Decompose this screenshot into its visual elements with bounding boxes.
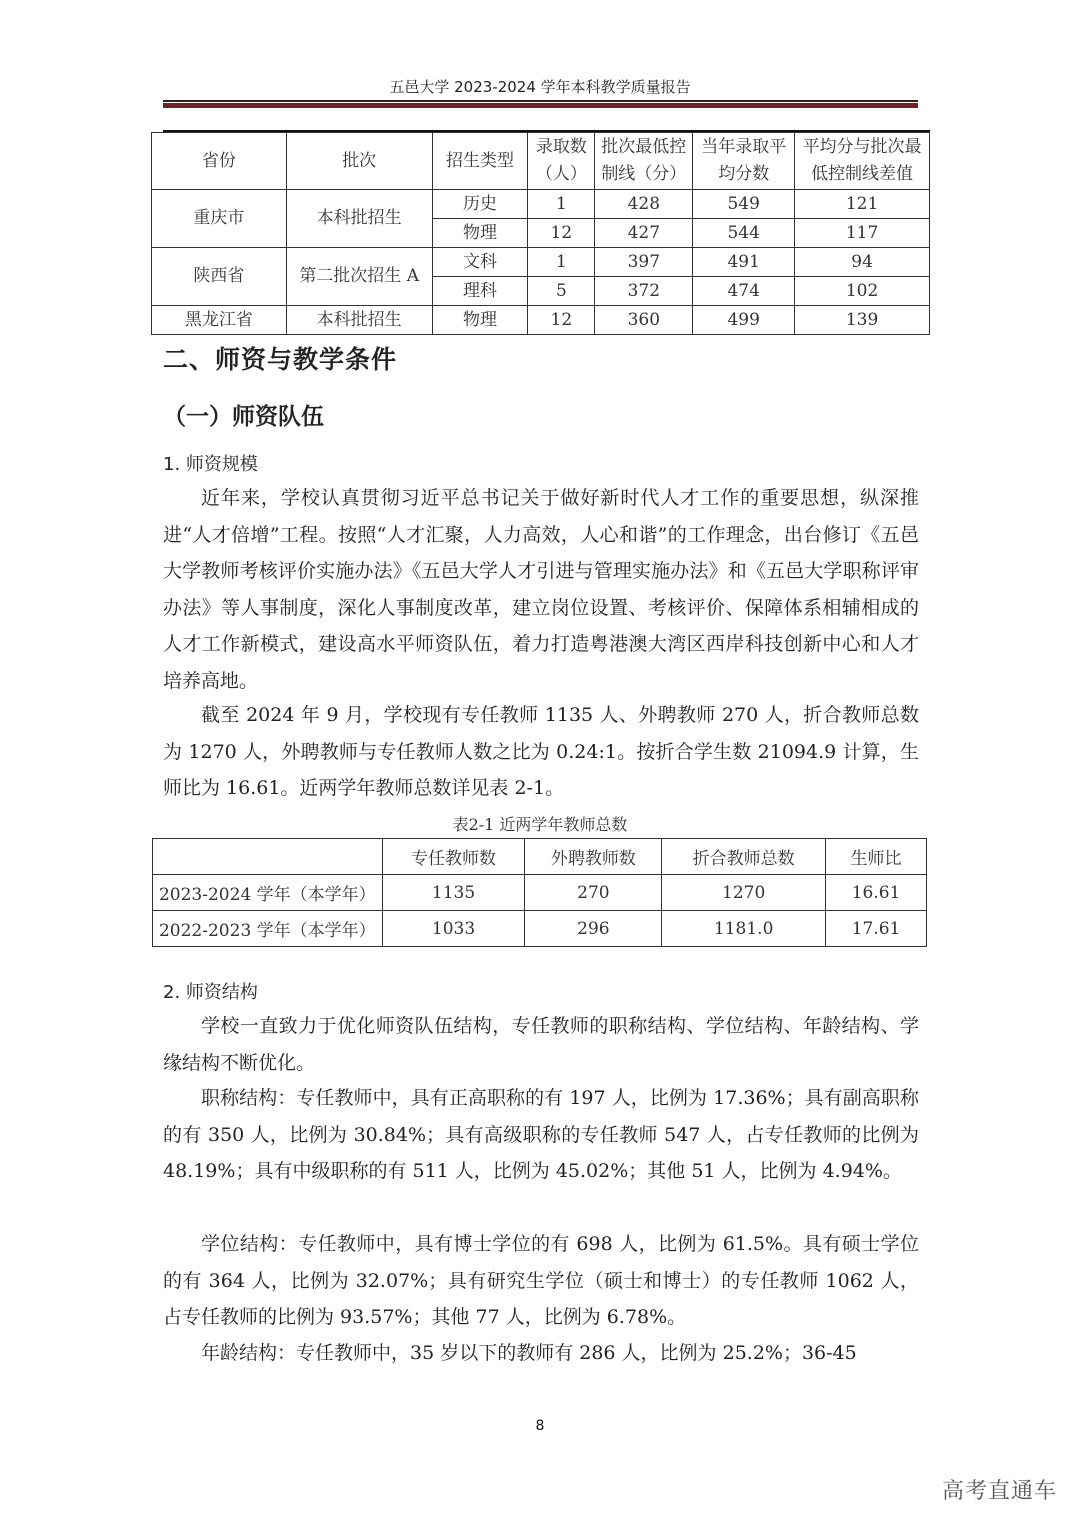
subsection-heading: （一）师资队伍 — [163, 404, 324, 430]
section-heading: 二、师资与教学条件 — [163, 345, 398, 374]
count-cell: 12 — [528, 219, 595, 248]
diff-cell: 102 — [795, 277, 930, 306]
table-caption: 表2-1 近两学年教师总数 — [452, 815, 628, 834]
ratio-cell: 16.61 — [826, 875, 927, 911]
min-line-cell: 372 — [595, 277, 693, 306]
column-header-fulltime: 专任教师数 — [382, 839, 525, 875]
column-header-converted-total: 折合教师总数 — [662, 839, 826, 875]
table-row — [153, 911, 927, 947]
avg-cell: 544 — [693, 219, 795, 248]
table-header-row — [152, 133, 930, 190]
province-cell: 陕西省 — [152, 248, 287, 306]
fulltime-cell: 1033 — [382, 911, 525, 947]
paragraph-talent-policy: 近年来，学校认真贯彻习近平总书记关于做好新时代人才工作的重要思想，纵深推进“人才倍增”工程。按照“人才汇聚，人力高效，人心和谐”的工作理念，出台修订《五邑大学教师考核评价实施办法》《五邑大学人才引进与管理实施办法》和《五邑大学职称评审办法》等人事制度，深化人事制度改革，建立岗位设置、考核评价、保障体系相辅相成的人才工作新模式，建设高水平师资队伍，着力打造粤港澳大湾区西岸科技创新中心和人才培养高地。 — [163, 487, 919, 692]
column-header-min-line: 批次最低控 制线（分） — [595, 133, 693, 190]
avg-cell: 474 — [693, 277, 795, 306]
column-header-province: 省份 — [152, 133, 287, 190]
type-cell: 理科 — [432, 277, 528, 306]
column-header-external: 外聘教师数 — [525, 839, 662, 875]
page-number: 8 — [535, 1418, 545, 1434]
table-row — [152, 190, 930, 219]
column-header-count: 录取数 （人） — [528, 133, 595, 190]
paragraph-degree-structure: 学位结构：专任教师中，具有博士学位的有 698 人，比例为 61.5%。具有硕士学位的有 364 人，比例为 32.07%；具有研究生学位（硕士和博士）的专任教师 1062 人，占专任教师的比例为 93.57%；其他 77 人，比例为 6.78%。 — [163, 1233, 919, 1328]
province-cell: 黑龙江省 — [152, 306, 287, 335]
column-header-type: 招生类型 — [432, 133, 528, 190]
type-cell: 文科 — [432, 248, 528, 277]
paragraph-structure-intro: 学校一直致力于优化师资队伍结构，专任教师的职称结构、学位结构、年龄结构、学缘结构不断优化。 — [163, 1015, 919, 1074]
batch-cell: 第二批次招生 A — [286, 248, 432, 306]
min-line-cell: 427 — [595, 219, 693, 248]
column-header-ratio: 生师比 — [826, 839, 927, 875]
table-row — [152, 306, 930, 335]
type-cell: 物理 — [432, 306, 528, 335]
paragraph-age-structure: 年龄结构：专任教师中，35 岁以下的教师有 286 人，比例为 25.2%；36-45 — [201, 1342, 857, 1364]
sub-heading-faculty-structure: 2. 师资结构 — [163, 982, 258, 1003]
year-cell: 2023-2024 学年（本学年） — [153, 875, 383, 911]
min-line-cell: 428 — [595, 190, 693, 219]
external-cell: 296 — [525, 911, 662, 947]
diff-cell: 117 — [795, 219, 930, 248]
count-cell: 5 — [528, 277, 595, 306]
table-header-row — [153, 839, 927, 875]
type-cell: 历史 — [432, 190, 528, 219]
paragraph-title-structure: 职称结构：专任教师中，具有正高职称的有 197 人，比例为 17.36%；具有副高职称的有 350 人，比例为 30.84%；具有高级职称的专任教师 547 人，占专任教师的比例为 48.19%；具有中级职称的有 511 人，比例为 45.02%；其他 51 人，比例为 4.94%。 — [163, 1087, 919, 1182]
min-line-cell: 397 — [595, 248, 693, 277]
batch-cell: 本科批招生 — [286, 306, 432, 335]
table-row — [152, 248, 930, 277]
column-header-batch: 批次 — [286, 133, 432, 190]
sub-heading-faculty-scale: 1. 师资规模 — [163, 454, 258, 475]
teacher-total-table — [152, 838, 927, 947]
converted-total-cell: 1181.0 — [662, 911, 826, 947]
avg-cell: 499 — [693, 306, 795, 335]
admission-table — [151, 132, 930, 335]
column-header-blank — [153, 839, 383, 875]
external-cell: 270 — [525, 875, 662, 911]
converted-total-cell: 1270 — [662, 875, 826, 911]
count-cell: 12 — [528, 306, 595, 335]
ratio-cell: 17.61 — [826, 911, 927, 947]
watermark: 高考直通车 — [942, 1479, 1058, 1504]
page-header-title: 五邑大学 2023-2024 学年本科教学质量报告 — [389, 78, 691, 96]
type-cell: 物理 — [432, 219, 528, 248]
province-cell: 重庆市 — [152, 190, 287, 248]
column-header-avg: 当年录取平 均分数 — [693, 133, 795, 190]
count-cell: 1 — [528, 248, 595, 277]
diff-cell: 94 — [795, 248, 930, 277]
avg-cell: 549 — [693, 190, 795, 219]
min-line-cell: 360 — [595, 306, 693, 335]
diff-cell: 139 — [795, 306, 930, 335]
avg-cell: 491 — [693, 248, 795, 277]
table-row — [153, 875, 927, 911]
diff-cell: 121 — [795, 190, 930, 219]
year-cell: 2022-2023 学年（本学年） — [153, 911, 383, 947]
header-rule-thick — [163, 103, 918, 108]
count-cell: 1 — [528, 190, 595, 219]
header-rule-thin — [163, 100, 918, 102]
fulltime-cell: 1135 — [382, 875, 525, 911]
batch-cell: 本科批招生 — [286, 190, 432, 248]
column-header-diff: 平均分与批次最 低控制线差值 — [795, 133, 930, 190]
paragraph-faculty-count: 截至 2024 年 9 月，学校现有专任教师 1135 人、外聘教师 270 人，折合教师总数为 1270 人，外聘教师与专任教师人数之比为 0.24:1。按折合学生数 21094.9 计算，生师比为 16.61。近两学年教师总数详见表 2-1。 — [163, 704, 919, 799]
